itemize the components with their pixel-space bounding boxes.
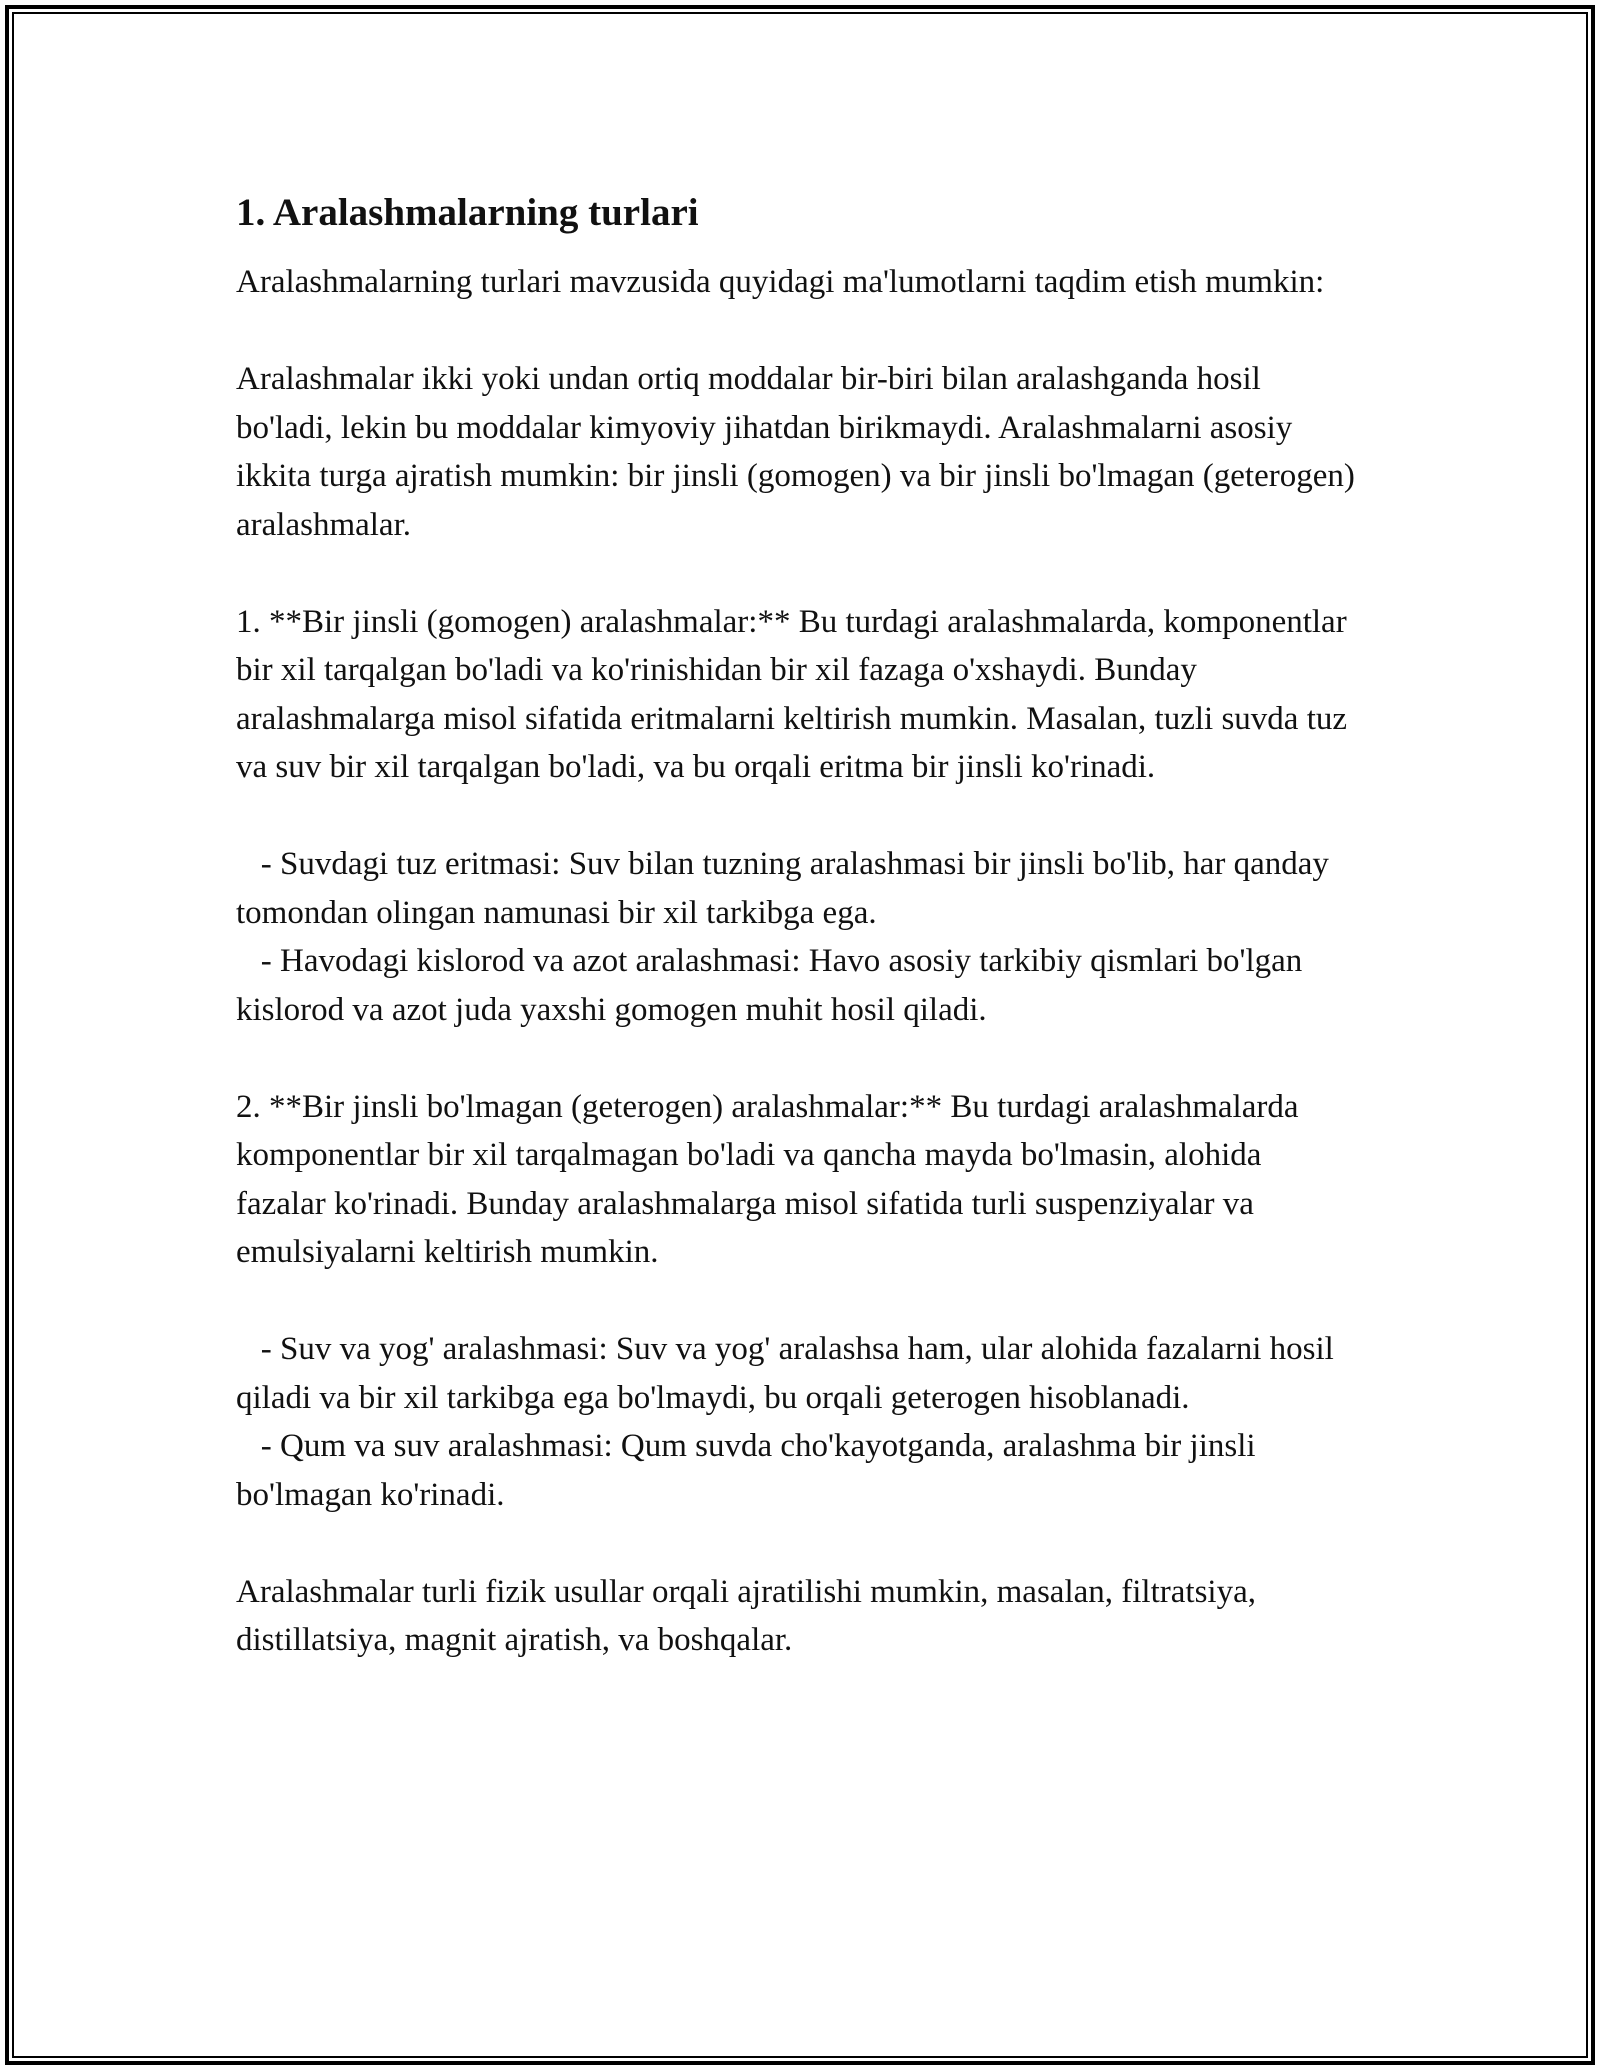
paragraph-conclusion: Aralashmalar turli fizik usullar orqali ajratilishi mumkin, masalan, filtratsiya, distillatsiya, magnit ajratish, va boshqalar. — [236, 1573, 1265, 1658]
paragraph-intro: Aralashmalarning turlari mavzusida quyidagi ma'lumotlarni taqdim etish mumkin: — [236, 264, 1325, 300]
document-title: 1. Aralashmalarning turlari — [236, 191, 699, 234]
paragraph-homogeneous-examples: - Suvdagi tuz eritmasi: Suv bilan tuzning aralashmasi bir jinsli bo'lib, har qanday tomondan olingan namunasi bir xil tarkibga ega. - Havodagi kislorod va azot aralashmasi: Havo asosiy tarkibiy qismlari bo'lgan kislorod va azot juda yaxshi gomogen muhit hosil qiladi. — [236, 846, 1329, 1028]
document-body — [236, 186, 1364, 1665]
paragraph-homogeneous: 1. **Bir jinsli (gomogen) aralashmalar:** Bu turdagi aralashmalarda, komponentlar bir xil tarqalgan bo'ladi va ko'rinishidan bir xil fazaga o'xshaydi. Bunday aralashmalarga misol sifatida eritmalarni keltirish mumkin. Masalan, tuzli suvda tuz va suv bir xil tarqalgan bo'ladi, va bu orqali eritma bir jinsli ko'rinadi. — [236, 603, 1356, 785]
paragraph-heterogeneous-examples: - Suv va yog' aralashmasi: Suv va yog' aralashsa ham, ular alohida fazalarni hosil qiladi va bir xil tarkibga ega bo'lmaydi, bu orqali geterogen hisoblanadi. - Qum va suv aralashmasi: Qum suvda cho'kayotganda, aralashma bir jinsli bo'lmagan ko'rinadi. — [236, 1331, 1334, 1513]
paragraph-definition: Aralashmalar ikki yoki undan ortiq moddalar bir-biri bilan aralashganda hosil bo'ladi, lekin bu moddalar kimyoviy jihatdan birikmaydi. Aralashmalarni asosiy ikkita turga ajratish mumkin: bir jinsli (gomogen) va bir jinsli bo'lmagan (geterogen) aralashmalar. — [236, 361, 1364, 543]
paragraph-heterogeneous: 2. **Bir jinsli bo'lmagan (geterogen) aralashmalar:** Bu turdagi aralashmalarda komponentlar bir xil tarqalmagan bo'ladi va qancha mayda bo'lmasin, alohida fazalar ko'rinadi. Bunday aralashmalarga misol sifatida turli suspenziyalar va emulsiyalarni keltirish mumkin. — [236, 1088, 1307, 1270]
